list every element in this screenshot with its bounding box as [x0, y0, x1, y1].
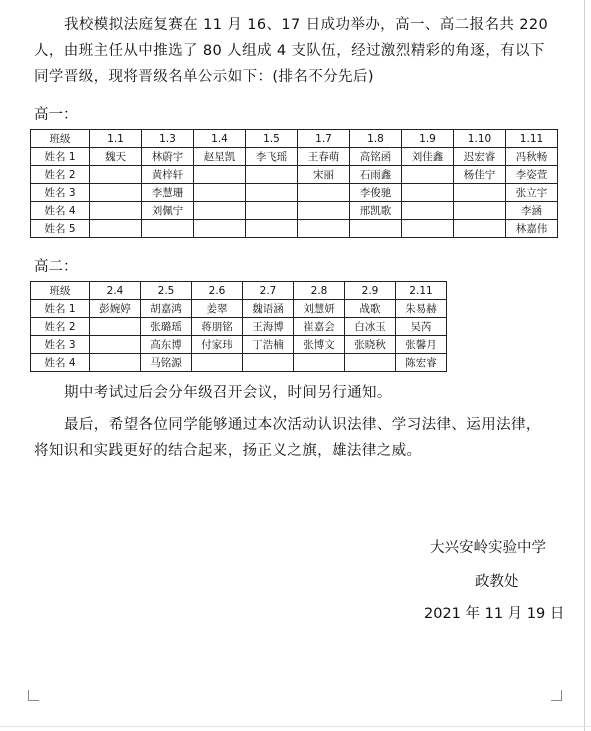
name-cell: [350, 220, 402, 238]
name-cell: [298, 220, 350, 238]
name-cell: 魏天: [90, 148, 142, 166]
name-cell: 高东博: [141, 336, 192, 354]
header-cell: 1.10: [454, 130, 506, 148]
signature-school: 大兴安岭实验中学: [430, 540, 546, 556]
margin-corner-right: [551, 690, 562, 701]
name-cell: [402, 202, 454, 220]
table-row: [31, 336, 447, 354]
name-cell: [90, 220, 142, 238]
name-cell: [402, 184, 454, 202]
name-cell: [246, 166, 298, 184]
name-cell: 张立宇: [506, 184, 558, 202]
row-label-cell: 姓名 4: [31, 202, 90, 220]
name-cell: 林蔚宇: [142, 148, 194, 166]
page-edge-bottom: [0, 726, 591, 727]
row-label-cell: 姓名 2: [31, 166, 90, 184]
name-cell: [454, 184, 506, 202]
name-cell: 宋丽: [298, 166, 350, 184]
header-cell: 2.11: [396, 282, 447, 300]
name-cell: 姜翠: [192, 300, 243, 318]
name-cell: [454, 202, 506, 220]
row-label-cell: 姓名 1: [31, 148, 90, 166]
name-cell: [194, 220, 246, 238]
header-cell: 2.9: [345, 282, 396, 300]
header-cell: 1.4: [194, 130, 246, 148]
name-cell: 胡嘉鸿: [141, 300, 192, 318]
name-cell: [246, 184, 298, 202]
name-cell: [90, 336, 141, 354]
grade2-label: 高二：: [34, 259, 78, 275]
name-cell: 迟宏睿: [454, 148, 506, 166]
header-cell: 2.4: [90, 282, 141, 300]
signature-date: 2021 年 11 月 19 日: [424, 606, 565, 622]
name-cell: [194, 166, 246, 184]
name-cell: 李慧珊: [142, 184, 194, 202]
name-cell: 魏语涵: [243, 300, 294, 318]
name-cell: 冯秋畅: [506, 148, 558, 166]
header-cell: 2.8: [294, 282, 345, 300]
table-header-row: [31, 130, 558, 148]
header-cell: 1.7: [298, 130, 350, 148]
name-cell: [402, 166, 454, 184]
name-cell: 张晓秋: [345, 336, 396, 354]
name-cell: 黄梓轩: [142, 166, 194, 184]
name-cell: [142, 220, 194, 238]
name-cell: [454, 220, 506, 238]
name-cell: 付家玮: [192, 336, 243, 354]
name-cell: 张博文: [294, 336, 345, 354]
name-cell: 王春萌: [298, 148, 350, 166]
table-header-row: [31, 282, 447, 300]
header-cell: 1.1: [90, 130, 142, 148]
margin-corner-left: [28, 690, 39, 701]
name-cell: 刘佳鑫: [402, 148, 454, 166]
table-row: [31, 202, 558, 220]
name-cell: 刘慧妍: [294, 300, 345, 318]
header-cell: 1.5: [246, 130, 298, 148]
name-cell: [192, 354, 243, 372]
table-row: [31, 318, 447, 336]
name-cell: 马铭源: [141, 354, 192, 372]
grade2-table: [30, 281, 447, 372]
header-cell: 班级: [31, 282, 90, 300]
name-cell: 丁浩楠: [243, 336, 294, 354]
header-cell: 1.3: [142, 130, 194, 148]
header-cell: 1.11: [506, 130, 558, 148]
header-cell: 班级: [31, 130, 90, 148]
table-row: [31, 220, 558, 238]
row-label-cell: 姓名 5: [31, 220, 90, 238]
row-label-cell: 姓名 2: [31, 318, 90, 336]
name-cell: [246, 220, 298, 238]
name-cell: [298, 202, 350, 220]
row-label-cell: 姓名 3: [31, 184, 90, 202]
page-edge-right: [584, 0, 585, 731]
name-cell: 高铭函: [350, 148, 402, 166]
name-cell: 赵星凯: [194, 148, 246, 166]
name-cell: [90, 202, 142, 220]
intro-paragraph: 我校模拟法庭复赛在 11 月 16、17 日成功举办，高一、高二报名共 220 人，由班主任从中推选了 80 人组成 4 支队伍，经过激烈精彩的角逐，有以下同学晋级，现将晋级名单公示如下：(排名不分先后): [34, 17, 549, 85]
name-cell: 蒋朋铭: [192, 318, 243, 336]
name-cell: 李姿萱: [506, 166, 558, 184]
name-cell: 刘佩宁: [142, 202, 194, 220]
header-cell: 1.9: [402, 130, 454, 148]
notice-paragraph: 期中考试过后会分年级召开会议，时间另行通知。: [64, 385, 392, 401]
grade1-table: [30, 129, 558, 238]
name-cell: [243, 354, 294, 372]
name-cell: 陈宏睿: [396, 354, 447, 372]
name-cell: 张璐瑶: [141, 318, 192, 336]
header-cell: 2.7: [243, 282, 294, 300]
name-cell: [90, 166, 142, 184]
name-cell: 崔嘉会: [294, 318, 345, 336]
header-cell: 2.6: [192, 282, 243, 300]
signature-dept: 政教处: [475, 574, 519, 590]
closing-paragraph: 最后，希望各位同学能够通过本次活动认识法律、学习法律、运用法律，将知识和实践更好的结合起来，扬正义之旗，雄法律之威。: [34, 417, 541, 459]
name-cell: [90, 354, 141, 372]
name-cell: 吴芮: [396, 318, 447, 336]
table-row: [31, 148, 558, 166]
table-row: [31, 354, 447, 372]
header-cell: 1.8: [350, 130, 402, 148]
row-label-cell: 姓名 3: [31, 336, 90, 354]
grade1-label: 高一：: [34, 107, 78, 123]
name-cell: [246, 202, 298, 220]
name-cell: 白冰玉: [345, 318, 396, 336]
row-label-cell: 姓名 4: [31, 354, 90, 372]
name-cell: 林嘉伟: [506, 220, 558, 238]
table-row: [31, 184, 558, 202]
table-row: [31, 166, 558, 184]
name-cell: 朱易赫: [396, 300, 447, 318]
name-cell: 王海博: [243, 318, 294, 336]
name-cell: [194, 184, 246, 202]
name-cell: 彭婉婷: [90, 300, 141, 318]
name-cell: [294, 354, 345, 372]
name-cell: [90, 318, 141, 336]
header-cell: 2.5: [141, 282, 192, 300]
name-cell: 战歌: [345, 300, 396, 318]
name-cell: 李俊驰: [350, 184, 402, 202]
name-cell: 杨佳宁: [454, 166, 506, 184]
name-cell: 邢凯歌: [350, 202, 402, 220]
name-cell: [194, 202, 246, 220]
table-row: [31, 300, 447, 318]
row-label-cell: 姓名 1: [31, 300, 90, 318]
name-cell: 李涵: [506, 202, 558, 220]
name-cell: [298, 184, 350, 202]
name-cell: [90, 184, 142, 202]
name-cell: 李飞瑶: [246, 148, 298, 166]
name-cell: [402, 220, 454, 238]
name-cell: 张馨月: [396, 336, 447, 354]
name-cell: 石雨鑫: [350, 166, 402, 184]
name-cell: [345, 354, 396, 372]
